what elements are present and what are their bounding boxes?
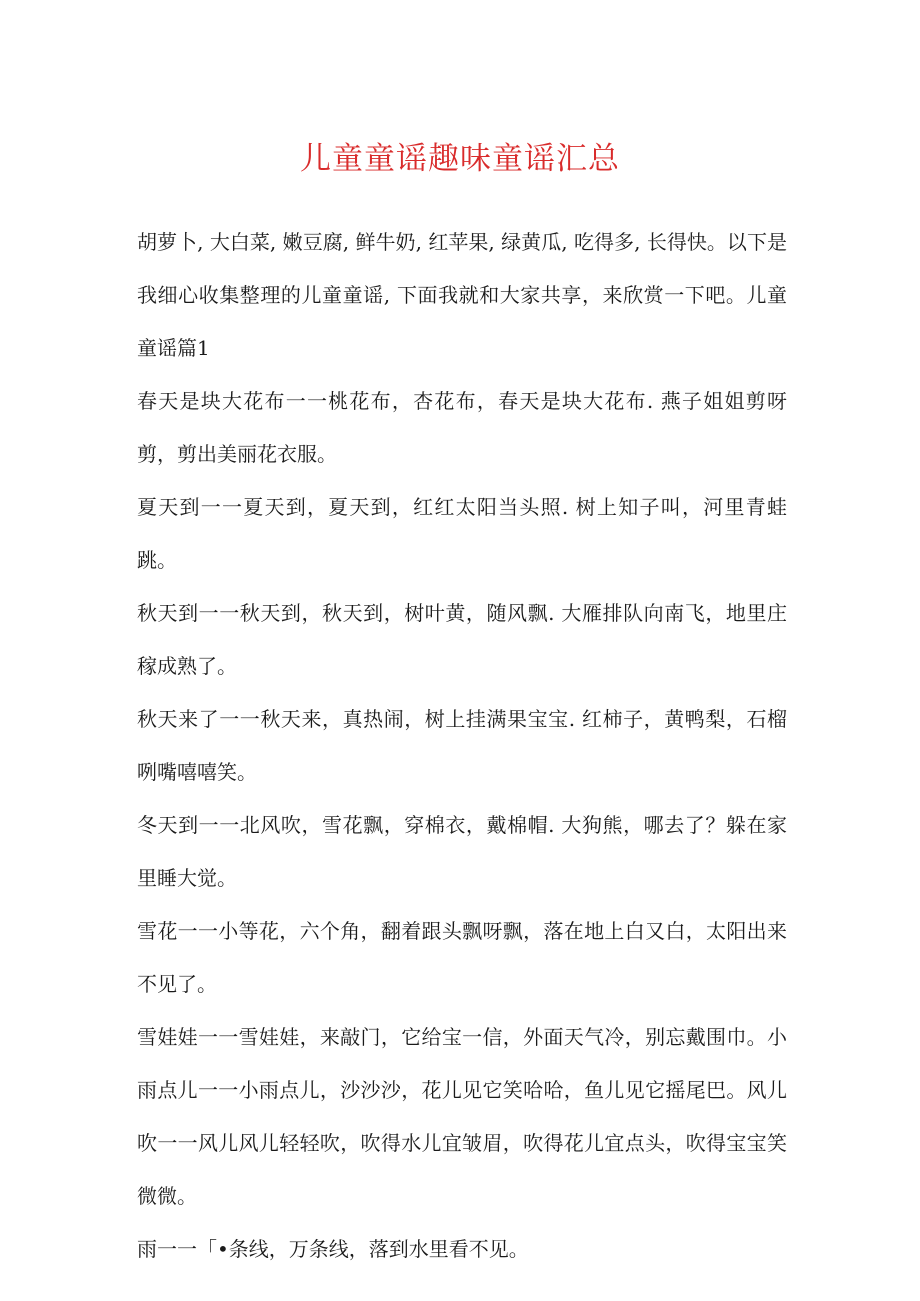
paragraph-autumn-comes: 秋天来了一一秋天来，真热闹，树上挂满果宝宝. 红柿子，黄鸭梨，石榴咧嘴嘻嘻笑。: [137, 707, 787, 784]
paragraph-rain: 雨一一「•条线，万条线，落到水里看不见。: [137, 1237, 529, 1261]
paragraph-intro: 胡萝卜, 大白菜, 嫩豆腐, 鲜牛奶, 红苹果, 绿黄瓜, 吃得多, 长得快。以下是我细心收集整理的儿童童谣, 下面我就和大家共享，来欣赏一下吧。儿童童谣篇1: [137, 230, 787, 360]
document-body: [137, 216, 787, 1276]
paragraph-snowman: 雪娃娃一一雪娃娃，来敲门，它给宝一信，外面天气冷，别忘戴围巾。小雨点儿一一小雨点儿，沙沙沙，花儿见它笑哈哈，鱼儿见它摇尾巴。风儿吹一一风儿风儿轻轻吹，吹得水儿宜皱眉，吹得花儿宜点头，吹得宝宝笑微微。: [137, 1025, 787, 1208]
document-title: 儿童童谣趣味童谣汇总: [300, 141, 620, 177]
paragraph-summer: 夏天到一一夏天到，夏天到，红红太阳当头照. 树上知子叫，河里青蛙跳。: [137, 495, 787, 572]
paragraph-winter: 冬天到一一北风吹，雪花飘，穿棉衣，戴棉帽. 大狗熊，哪去了？躲在家里睡大觉。: [137, 813, 787, 890]
paragraph-snowflake: 雪花一一小等花，六个角，翻着跟头飘呀飘，落在地上白又白，太阳出来不见了。: [137, 919, 787, 996]
paragraph-autumn-arrives: 秋天到一一秋天到，秋天到，树叶黄，随风飘. 大雁排队向南飞，地里庄稼成熟了。: [137, 601, 787, 678]
paragraph-spring: 春天是块大花布一一桃花布，杏花布，春天是块大花布. 燕子姐姐剪呀剪，剪出美丽花衣服。: [137, 389, 787, 466]
